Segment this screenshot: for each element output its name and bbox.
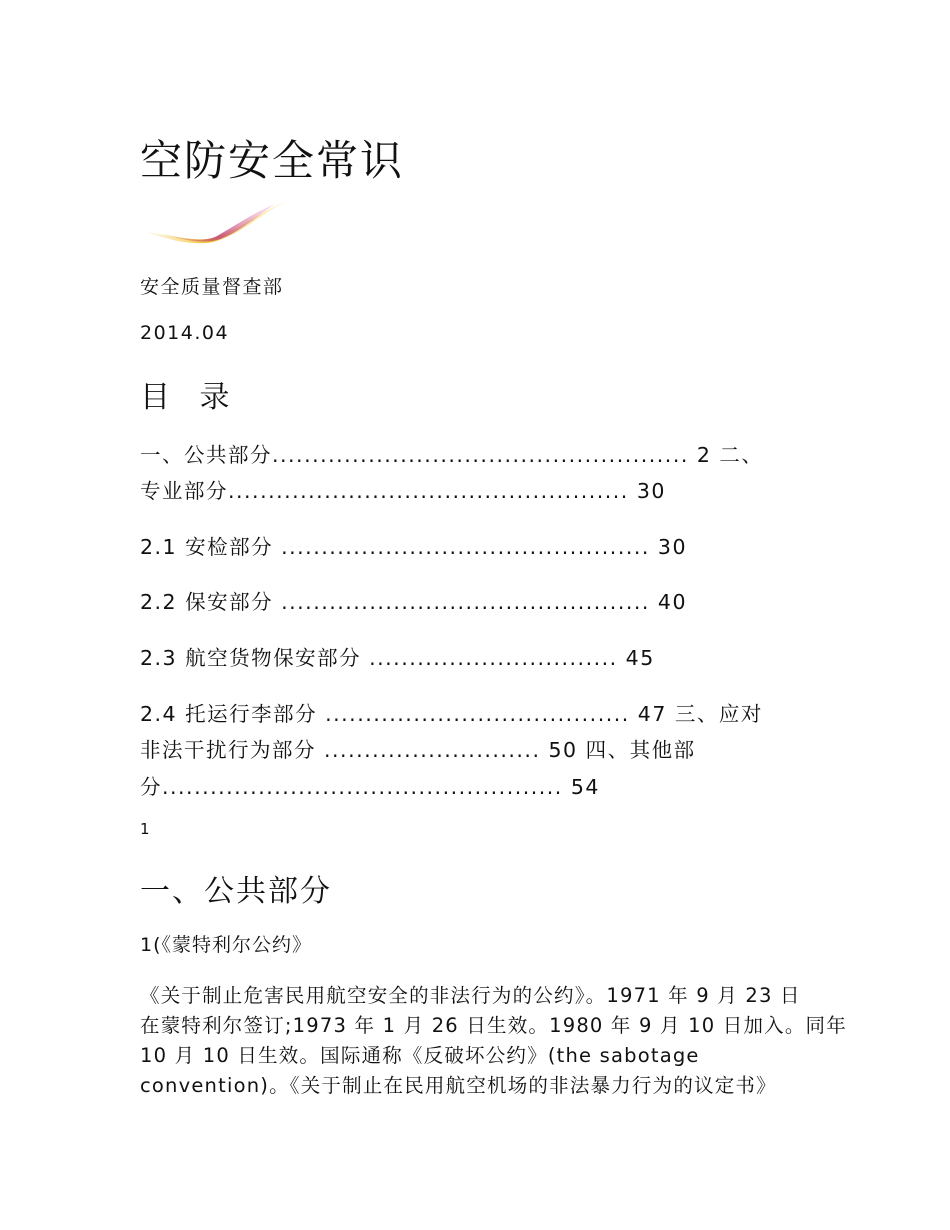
department-label: 安全质量督查部 bbox=[140, 276, 284, 298]
section-heading: 一、公共部分 bbox=[140, 874, 332, 909]
date-label: 2014.04 bbox=[140, 322, 230, 344]
toc-line: 2.2 保安部分 .............................................. 40 bbox=[140, 590, 687, 614]
toc-line: 2.3 航空货物保安部分 ............................... 45 bbox=[140, 646, 655, 670]
body-text-line: 10 月 10 日生效。国际通称《反破坏公约》(the sabotage bbox=[140, 1044, 700, 1067]
toc-line: 分.................................................. 54 bbox=[140, 775, 600, 799]
toc-line: 专业部分.................................................. 30 bbox=[140, 479, 666, 503]
toc-heading: 目 录 bbox=[140, 380, 240, 415]
section-subheading: 1(《蒙特利尔公约》 bbox=[140, 934, 313, 956]
toc-line: 2.4 托运行李部分 ...................................... 47 三、应对 bbox=[140, 702, 763, 726]
body-text-line: convention)。《关于制止在民用航空机场的非法暴力行为的议定书》 bbox=[140, 1074, 777, 1097]
toc-line: 非法干扰行为部分 ........................... 50 四、其他部 bbox=[140, 738, 696, 762]
body-text-line: 《关于制止危害民用航空安全的非法行为的公约》。1971 年 9 月 23 日 bbox=[140, 984, 801, 1007]
body-text-line: 在蒙特利尔签订;1973 年 1 月 26 日生效。1980 年 9 月 10 日加入。同年 bbox=[140, 1014, 847, 1037]
toc-line: 一、公共部分.................................................... 2 二、 bbox=[140, 443, 764, 467]
page-number: 1 bbox=[140, 820, 150, 838]
document-title: 空防安全常识 bbox=[140, 136, 405, 185]
toc-line: 2.1 安检部分 .............................................. 30 bbox=[140, 535, 687, 559]
logo-swoosh bbox=[143, 196, 293, 248]
